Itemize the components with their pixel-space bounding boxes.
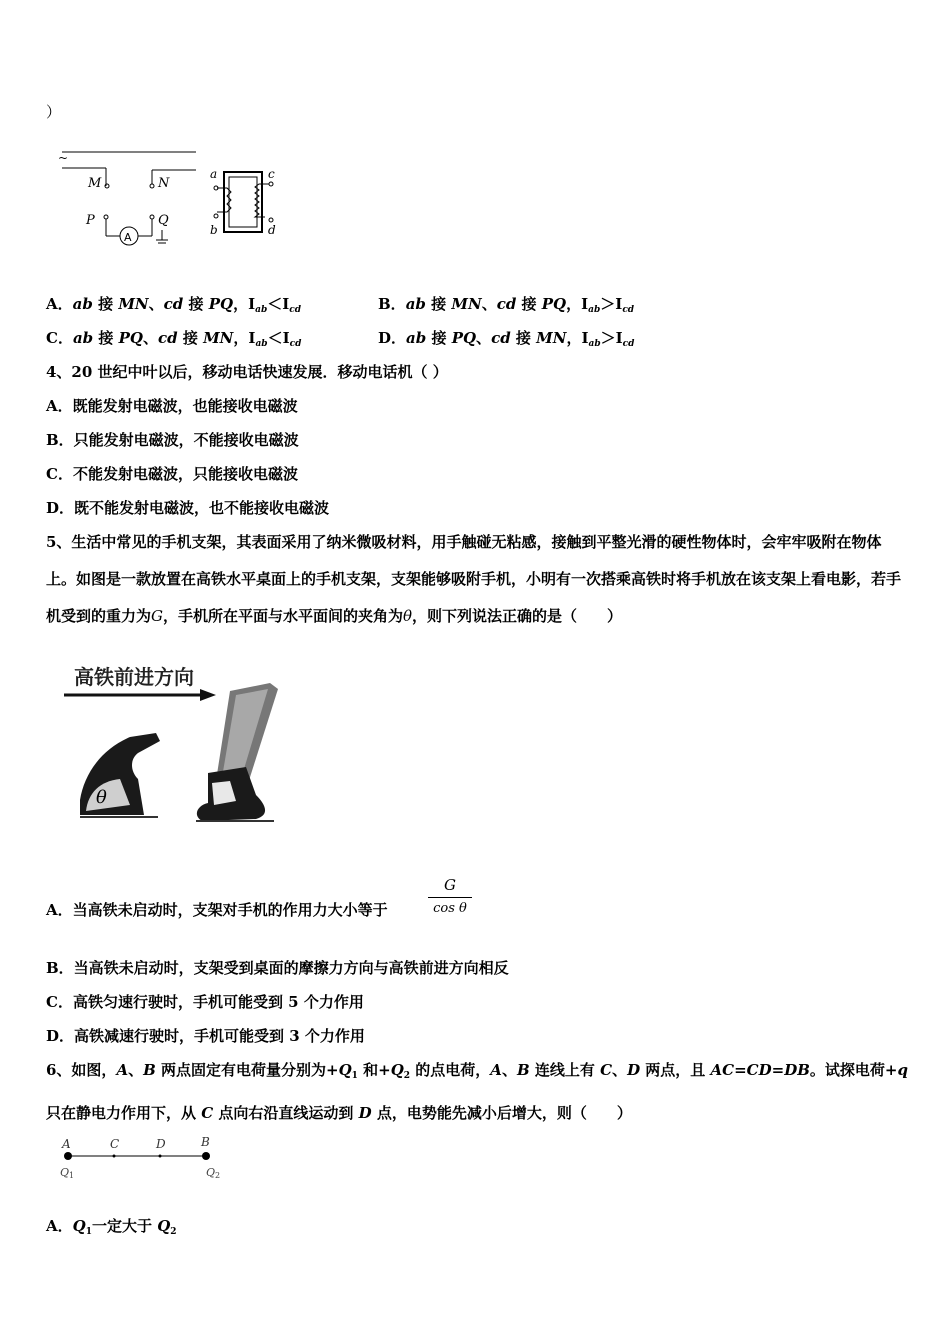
q3-option-b[interactable]: B．ab 接 MN、cd 接 PQ，$I_{ab}>I_{cd}$ xyxy=(378,295,635,315)
q4-option-a[interactable]: A．既能发射电磁波，也能接收电磁波 xyxy=(46,397,298,415)
label-c: c xyxy=(268,167,275,181)
label-b: b xyxy=(210,223,218,237)
q5-option-b[interactable]: B．当高铁未启动时，支架受到桌面的摩擦力方向与高铁前进方向相反 xyxy=(46,959,509,977)
label-Q: Q xyxy=(158,213,169,228)
q3-option-c[interactable]: C．ab 接 PQ、cd 接 MN，$I_{ab}<I_{cd}$ xyxy=(46,329,302,349)
figure-theta: θ xyxy=(96,787,107,808)
fig-label-C: C xyxy=(110,1137,120,1151)
fig-label-B: B xyxy=(201,1135,210,1149)
phone-holder-figure xyxy=(60,655,285,830)
label-M: M xyxy=(88,176,102,191)
fig-label-Q2-sub: 2 xyxy=(215,1171,221,1180)
label-N: N xyxy=(158,176,170,191)
q5-option-a[interactable]: A．当高铁未启动时，支架对手机的作用力大小等于 xyxy=(46,901,388,919)
q4-option-c[interactable]: C．不能发射电磁波，只能接收电磁波 xyxy=(46,465,298,483)
q3-option-a[interactable]: A．ab 接 MN、cd 接 PQ，$I_{ab}<I_{cd}$ xyxy=(46,295,302,315)
fig-label-A: A xyxy=(62,1137,71,1151)
q6-option-a[interactable]: A．$Q_1$一定大于 $Q_2$ xyxy=(46,1217,177,1237)
q4-option-d[interactable]: D．既不能发射电磁波，也不能接收电磁波 xyxy=(46,499,330,517)
fig-label-D: D xyxy=(156,1137,166,1151)
fig-label-Q1: Q xyxy=(60,1166,70,1179)
circuit-diagram xyxy=(56,144,286,254)
bracket-close: ） xyxy=(46,103,62,121)
q4-option-b[interactable]: B．只能发射电磁波，不能接收电磁波 xyxy=(46,431,299,449)
label-ammeter: A xyxy=(124,231,132,244)
label-a: a xyxy=(210,167,218,181)
q5-option-c[interactable]: C．高铁匀速行驶时，手机可能受到 5 个力作用 xyxy=(46,993,364,1011)
q5-stem: 5、生活中常见的手机支架，其表面采用了纳米微吸材料，用手触碰无粘感，接触到平整光滑的硬性物体时，会牢牢吸附在物体上。如图是一款放置在高铁水平桌面上的手机支架，支架能够吸附手机，小明有一次搭乘高铁时将手机放在该支架上看电影，若手机受到的重力为G，手机所在平面与水平面间的夹角为θ，则下列说法正确的是（ ） xyxy=(46,533,902,625)
label-d: d xyxy=(268,223,276,237)
figure-caption: 高铁前进方向 xyxy=(74,665,194,689)
charge-line-figure xyxy=(56,1134,236,1182)
ac-symbol: ~ xyxy=(58,151,69,165)
fig-label-Q1-sub: 1 xyxy=(69,1171,75,1180)
q5-option-d[interactable]: D．高铁减速行驶时，手机可能受到 3 个力作用 xyxy=(46,1027,365,1045)
q6-stem: 6、如图，A、B 两点固定有电荷量分别为$+Q_1$ 和$+Q_2$ 的点电荷，A、B 连线上有 C、D 两点，且 AC=CD=DB。试探电荷+q 只在静电力作用下，从 C 点向右沿直线运动到 D 点，电势能先减小后增大，则（ ） xyxy=(46,1061,908,1122)
fraction-g-over-cos-theta: G cos θ xyxy=(428,874,472,919)
q3-option-d[interactable]: D．ab 接 PQ、cd 接 MN，$I_{ab}>I_{cd}$ xyxy=(378,329,635,349)
q4-stem: 4、20 世纪中叶以后，移动电话快速发展．移动电话机（ ） xyxy=(46,363,448,381)
fig-label-Q2: Q xyxy=(206,1166,216,1179)
label-P: P xyxy=(86,213,95,228)
